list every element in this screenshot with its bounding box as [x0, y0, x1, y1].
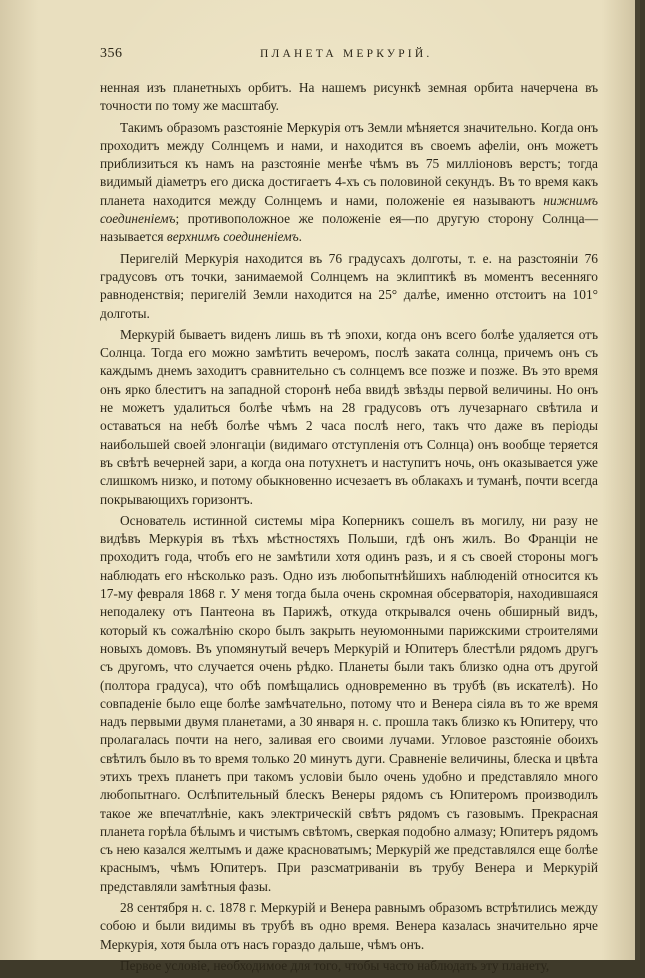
paragraph-text: Меркурій бываетъ виденъ лишь въ тѣ эпохи, когда онъ всего болѣе удаляется отъ Солнца. Тогда его можно замѣтить вечеромъ, послѣ заката солнца, причемъ онъ съ каждымъ днемъ заходитъ сравнительно съ солнцемъ все позже и позже. Въ это время онъ ярко блеститъ на западной сторонѣ неба ввидѣ звѣзды первой величины. Но онъ не можетъ удалиться болѣе чѣмъ на 28 градусовъ отъ лучезарнаго свѣтила и оставаться на небѣ болѣе чѣмъ 2 часа послѣ него, такъ что даже въ періоды наибольшей своей элонгаціи (видимаго отступленія отъ Солнца) онъ вообще теряется въ свѣтѣ вечерней зари, а когда она потухнетъ и наступитъ ночь, онъ оказывается уже слишкомъ низко, и потому обыкновенно исчезаетъ въ облакахъ и туманѣ, почти всегда покрывающихъ горизонтъ. — [100, 326, 598, 507]
paragraph — [100, 326, 598, 509]
paragraph — [100, 512, 598, 896]
paragraph-text: Перигелій Меркурія находится въ 76 градусахъ долготы, т. е. на разстояніи 76 градусовъ отъ точки, занимаемой Солнцемъ на эклиптикѣ въ моментъ весенняго равноденствія; перигелій Земли находится на 25° далѣе, именно отстоитъ на 101° долготы. — [100, 250, 598, 321]
paragraph — [100, 119, 598, 247]
page-edge — [635, 0, 640, 960]
paragraph — [100, 79, 598, 116]
paragraph — [100, 250, 598, 323]
italic-term: верхнимъ соединеніемъ — [166, 229, 299, 245]
paragraph-text: Основатель истинной системы міра Коперникъ сошелъ въ могилу, ни разу не видѣвъ Меркурія въ тѣхъ мѣстностяхъ Польши, гдѣ онъ жилъ. Во Франціи не проходитъ года, чтобъ его не замѣтили хотя одинъ разъ, и я съ своей стороны могъ наблюдать его нѣсколько разъ. Одно изъ любопытнѣйшихъ наблюденій относится къ 17-му февраля 1868 г. У меня тогда была очень скромная обсерваторія, находившаяся неподалеку отъ Пантеона въ Парижѣ, откуда открывался очень обширный видъ, который къ сожалѣнію скоро былъ закрыть неуюмонными парижскими строителями новыхъ домовъ. Въ упомянутый вечеръ Меркурій и Юпитеръ блестѣли рядомъ другъ съ другомъ, что случается очень рѣдко. Планеты были такъ близко одна отъ другой (полтора градуса), что обѣ помѣщались одновременно въ трубѣ (въ искателѣ). Но совпаденіе было еще болѣе замѣчательно, потому что и Венера сіяла въ то же время надъ первыми двумя планетами, а 30 января н. с. прошла такъ близко къ Юпитеру, что пролагалась почти на него, заливая его своими лучами. Угловое разстояніе обоихъ свѣтилъ было въ то время только 20 минутъ дуги. Сравненіе величины, блеска и цвѣта этихъ трехъ планетъ при такомъ условіи было очень удобно и представляло много любопытнаго. Ослѣпительный блескъ Венеры рядомъ съ Юпитеромъ производилъ такое же впечатлѣніе, какъ электрическій свѣтъ рядомъ съ газовымъ. Прекрасная планета горѣла бѣлымъ и чистымъ свѣтомъ, сверкая подобно алмазу; Юпитеръ рядомъ съ нею казался желтымъ и даже красноватымъ; Меркурій же представлялся еще болѣе краснымъ, чѣмъ Юпитеръ. При разсматриваніи въ трубу Венера и Меркурій представляли замѣтныя фазы. — [100, 512, 598, 894]
running-title: ПЛАНЕТА МЕРКУРІЙ. — [260, 48, 433, 60]
paragraph-text: Такимъ образомъ разстояніе Меркурія отъ Земли мѣняется значительно. Когда онъ проходитъ между Солнцемъ и нами, и находится въ своемъ афеліи, онъ можетъ приблизиться къ намъ на разстояніе менѣе чѣмъ въ 75 милліоновъ верстъ; тогда видимый діаметръ его диска достигаетъ 4-хъ съ половиной секундъ. Въ то время какъ планета находится между Солнцемъ и нами, положеніе ея называютъ — [100, 119, 598, 208]
paragraph — [100, 899, 598, 954]
page-number: 356 — [100, 46, 123, 61]
paragraph-text: 28 сентября н. с. 1878 г. Меркурій и Венера равнымъ образомъ встрѣтились между собою и были видимы въ трубѣ въ одно время. Венера казалась значительно ярче Меркурія, хотя была отъ насъ гораздо дальше, чѣмъ онъ. — [100, 900, 598, 952]
page-header — [100, 46, 598, 66]
paragraph-text: ; противоположное же положеніе ея—по другую сторону Солнца—называется — [100, 211, 598, 245]
paragraph-text: Первое условіе, необходимое для того, чтобы часто наблюдать эту планету, — [120, 957, 550, 973]
italic-term: нижнимъ соединеніемъ — [100, 192, 598, 227]
page-body — [100, 79, 598, 978]
paragraph-text: ненная изъ планетныхъ орбитъ. На нашемъ рисункѣ земная орбита начерчена въ точности по тому же масштабу. — [100, 80, 598, 114]
paragraph-text: . — [298, 229, 303, 245]
